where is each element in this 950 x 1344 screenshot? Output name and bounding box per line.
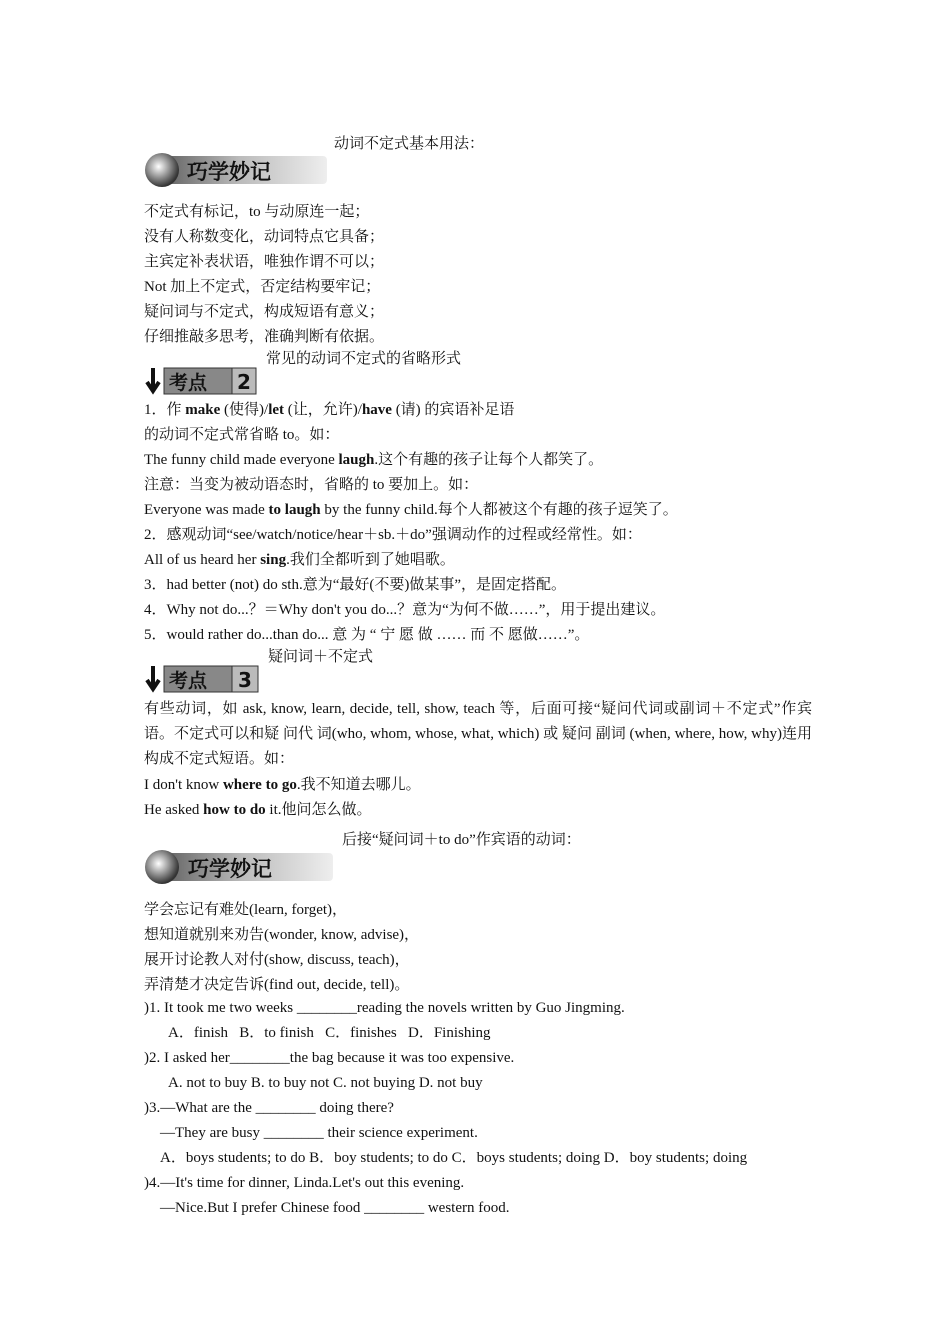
- svg-text:考点: 考点: [169, 372, 208, 394]
- exercise-options: A．finish B．to finish C．finishes D．Finishing: [168, 1025, 491, 1041]
- svg-text:巧学妙记: 巧学妙记: [188, 857, 272, 881]
- section4-rhyme: [144, 898, 419, 998]
- exercise-options: A．boys students; to do B．boy students; to do C．boys students; doing D．boy students; doing: [160, 1150, 748, 1166]
- rule-1-cont: 的动词不定式常省略 to。如：: [144, 427, 340, 443]
- rhyme-line: 疑问词与不定式，构成短语有意义；: [144, 304, 385, 320]
- key-point-3-badge: [144, 662, 262, 701]
- down-arrow-icon: [147, 368, 159, 391]
- rule-5: 5．would rather do...than do... 意 为 “ 宁 愿 做 …… 而 不 愿做……”。: [144, 627, 590, 643]
- rhyme-line: 想知道就别来劝告(wonder, know, advise)，: [144, 927, 420, 943]
- exercise-question: )1. It took me two weeks ________reading the novels written by Guo Jingming.: [144, 1000, 625, 1016]
- section3-paragraph: 有些动词，如 ask, know, learn, decide, tell, show, teach 等，后面可接“疑问代词或副词＋不定式”作宾语。不定式可以和疑 问代 词(who, whom, whose, what, which) 或 疑问 副词 (when, where, how, why)连用构成不定式短语。如：: [144, 701, 812, 767]
- rule-3: 3．had better (not) do sth.意为“最好(不要)做某事”，是固定搭配。: [144, 577, 567, 593]
- badge-label: 巧学妙记: [187, 160, 271, 184]
- rhyme-line: 不定式有标记，to 与动原连一起；: [144, 204, 370, 220]
- section3-title: 疑问词＋不定式: [268, 649, 374, 665]
- memory-tip-badge: [142, 847, 338, 892]
- exercise-question-line2: —They are busy ________ their science experiment.: [160, 1125, 478, 1141]
- rhyme-line: Not 加上不定式，否定结构要牢记；: [144, 279, 381, 295]
- rhyme-line: 主宾定补表状语，唯独作谓不可以；: [144, 254, 385, 270]
- exercise-question-line2: —Nice.But I prefer Chinese food ________ western food.: [160, 1200, 510, 1216]
- example-sentence: I don't know where to go.我不知道去哪儿。: [144, 777, 421, 793]
- section2-title: 常见的动词不定式的省略形式: [266, 351, 462, 367]
- example-sentence: All of us heard her sing.我们全都听到了她唱歌。: [144, 552, 455, 568]
- svg-text:2: 2: [237, 370, 251, 394]
- memory-tip-badge: [142, 150, 332, 195]
- svg-text:3: 3: [238, 668, 252, 692]
- example-sentence: Everyone was made to laugh by the funny child.每个人都被这个有趣的孩子逗笑了。: [144, 502, 678, 518]
- rhyme-line: 没有人称数变化，动词特点它具备；: [144, 229, 385, 245]
- exercise-question: )3.—What are the ________ doing there?: [144, 1100, 394, 1116]
- example-sentence: The funny child made everyone laugh.这个有趣的孩子让每个人都笑了。: [144, 452, 604, 468]
- rhyme-line: 弄清楚才决定告诉(find out, decide, tell)。: [144, 977, 410, 993]
- exercise-options: A. not to buy B. to buy not C. not buying D. not buy: [168, 1075, 483, 1091]
- note: 注意：当变为被动语态时，省略的 to 要加上。如：: [144, 477, 479, 493]
- rule-4: 4．Why not do...？＝Why don't you do...？意为“为何不做……”，用于提出建议。: [144, 602, 666, 618]
- section1-title: 动词不定式基本用法：: [334, 136, 485, 152]
- exercise-question: )2. I asked her________the bag because it was too expensive.: [144, 1050, 515, 1066]
- down-arrow-icon: [147, 666, 159, 689]
- section4-title: 后接“疑问词＋to do”作宾语的动词：: [342, 832, 581, 848]
- key-point-2-badge: [144, 364, 260, 403]
- rhyme-line: 仔细推敲多思考，准确判断有依据。: [144, 329, 385, 345]
- exercise-question: )4.—It's time for dinner, Linda.Let's out this evening.: [144, 1175, 465, 1191]
- rule-2: 2．感观动词“see/watch/notice/hear＋sb.＋do”强调动作的过程或经常性。如：: [144, 527, 642, 543]
- rhyme-line: 展开讨论教人对付(show, discuss, teach)，: [144, 952, 410, 968]
- rule-1: 1．作 make (使得)/let (让，允许)/have (请) 的宾语补足语: [144, 402, 515, 418]
- example-sentence: He asked how to do it.他问怎么做。: [144, 802, 372, 818]
- svg-text:考点: 考点: [169, 670, 208, 692]
- rhyme-line: 学会忘记有难处(learn, forget)，: [144, 902, 348, 918]
- section1-rhyme: [144, 200, 384, 350]
